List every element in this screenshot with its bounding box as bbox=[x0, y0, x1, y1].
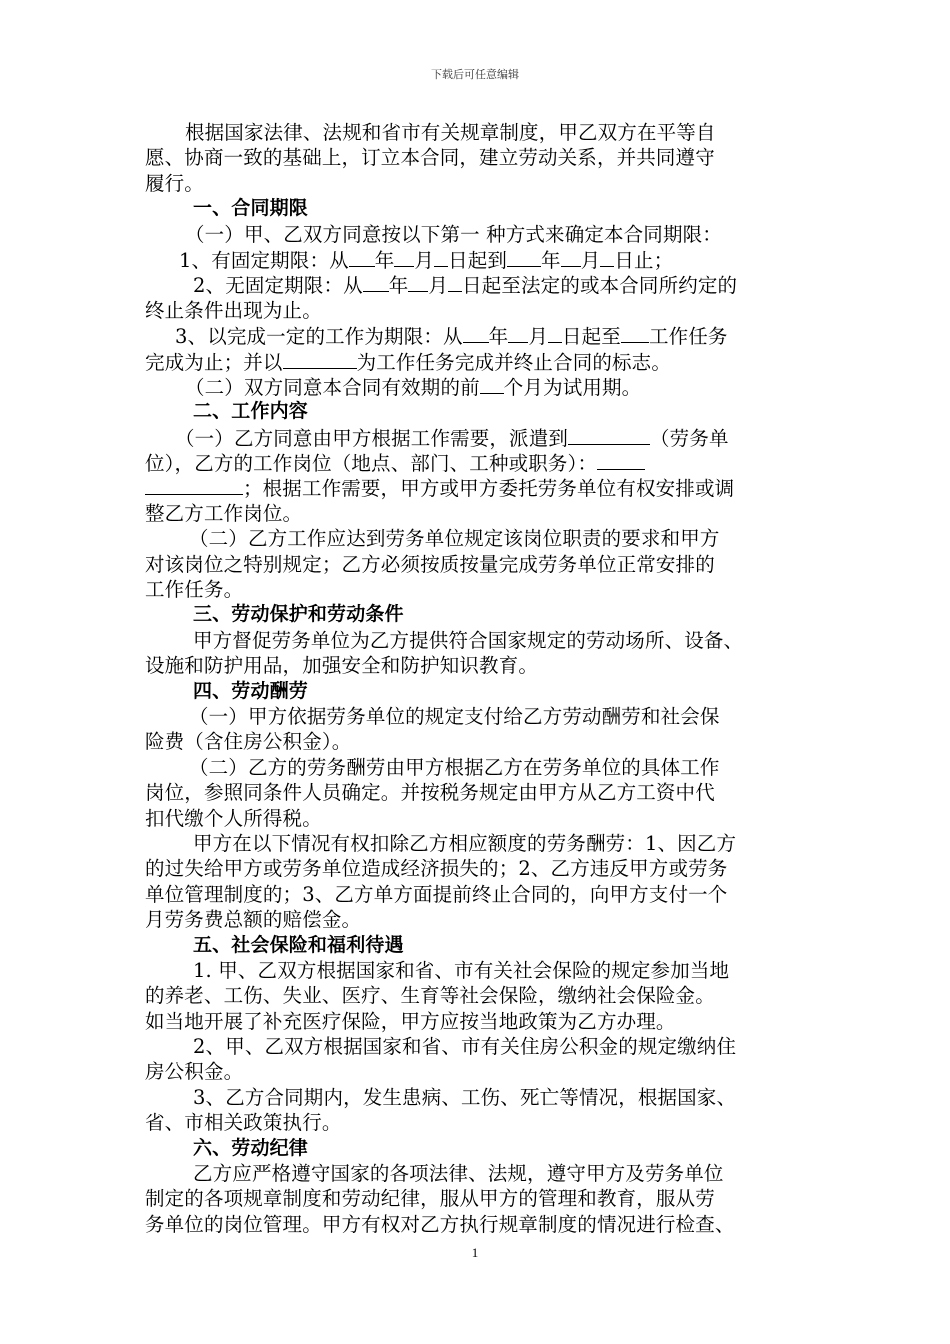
section-heading-insurance: 五、社会保险和福利待遇 bbox=[193, 933, 404, 956]
paragraph-line: 险费（含住房公积金）。 bbox=[145, 730, 352, 754]
paragraph-line: 扣代缴个人所得税。 bbox=[145, 806, 322, 830]
paragraph-line: （一）甲、乙双方同意按以下第一 种方式来确定本合同期限： bbox=[185, 222, 722, 246]
paragraph-line: 甲方在以下情况有权扣除乙方相应额度的劳务酬劳：1、因乙方 bbox=[193, 831, 737, 855]
paragraph-line: 3、乙方合同期内，发生患病、工伤、死亡等情况，根据国家、 bbox=[193, 1085, 737, 1109]
paragraph-line: 愿、协商一致的基础上，订立本合同，建立劳动关系，并共同遵守 bbox=[145, 146, 715, 170]
paragraph-line: 务单位的岗位管理。甲方有权对乙方执行规章制度的情况进行检查、 bbox=[145, 1212, 735, 1236]
paragraph-line: 3、以完成一定的工作为期限：从 年 月 日起至 工作任务 bbox=[175, 325, 728, 349]
paragraph-line: 甲方督促劳务单位为乙方提供符合国家规定的劳动场所、设备、 bbox=[193, 628, 744, 652]
paragraph-line: 制定的各项规章制度和劳动纪律，服从甲方的管理和教育，服从劳 bbox=[145, 1187, 715, 1211]
section-heading-work: 二、工作内容 bbox=[193, 400, 308, 423]
paragraph-line: 对该岗位之特别规定；乙方必须按质按量完成劳务单位正常安排的 bbox=[145, 552, 715, 576]
paragraph-line: 岗位，参照同条件人员确定。并按税务规定由甲方从乙方工资中代 bbox=[145, 781, 715, 805]
paragraph-line: 的过失给甲方或劳务单位造成经济损失的；2、乙方违反甲方或劳务 bbox=[145, 857, 728, 881]
section-heading-protection: 三、劳动保护和劳动条件 bbox=[193, 603, 404, 626]
section-heading-discipline: 六、劳动纪律 bbox=[193, 1136, 308, 1159]
paragraph-line: 位），乙方的工作岗位（地点、部门、工种或职务）： bbox=[145, 450, 810, 475]
paragraph-line: （二）乙方工作应达到劳务单位规定该岗位职责的要求和甲方 bbox=[189, 527, 720, 551]
paragraph-line: 乙方应严格遵守国家的各项法律、法规，遵守甲方及劳务单位 bbox=[193, 1162, 724, 1186]
paragraph-line: 2、甲、乙双方根据国家和省、市有关住房公积金的规定缴纳住 bbox=[193, 1035, 737, 1059]
section-heading-term: 一、合同期限 bbox=[193, 197, 308, 220]
paragraph-line: 完成为止；并以 为工作任务完成并终止合同的标志。 bbox=[145, 350, 671, 374]
paragraph-line: 月劳务费总额的赔偿金。 bbox=[145, 908, 362, 932]
paragraph-line: （二）双方同意本合同有效期的前 个月为试用期。 bbox=[185, 375, 642, 399]
paragraph-line: 1、有固定期限：从 年 月 日起到 年 月 日止； bbox=[179, 248, 674, 272]
paragraph-line: 整乙方工作岗位。 bbox=[145, 501, 303, 525]
section-heading-remuneration: 四、劳动酬劳 bbox=[193, 679, 308, 702]
document-body bbox=[145, 120, 810, 1237]
page-header-note: 下载后可任意编辑 bbox=[431, 68, 519, 81]
paragraph-line: （一）乙方同意由甲方根据工作需要，派遣到 （劳务单 bbox=[175, 426, 729, 450]
paragraph-line: 设施和防护用品，加强安全和防护知识教育。 bbox=[145, 654, 539, 678]
paragraph-line: ；根据工作需要，甲方或甲方委托劳务单位有权安排或调 bbox=[145, 475, 810, 500]
paragraph-line: 如当地开展了补充医疗保险，甲方应按当地政策为乙方办理。 bbox=[145, 1009, 676, 1033]
paragraph-line: 单位管理制度的；3、乙方单方面提前终止合同的，向甲方支付一个 bbox=[145, 882, 728, 906]
paragraph-line: 的养老、工伤、失业、医疗、生育等社会保险，缴纳社会保险金。 bbox=[145, 984, 715, 1008]
paragraph-line: （一）甲方依据劳务单位的规定支付给乙方劳动酬劳和社会保 bbox=[189, 704, 720, 728]
paragraph-line: （二）乙方的劳务酬劳由甲方根据乙方在劳务单位的具体工作 bbox=[189, 755, 720, 779]
paragraph-line: 房公积金。 bbox=[145, 1060, 244, 1084]
paragraph-line: 工作任务。 bbox=[145, 578, 244, 602]
paragraph-line: 根据国家法律、法规和省市有关规章制度，甲乙双方在平等自 bbox=[185, 121, 716, 144]
paragraph-line: 2、无固定期限：从 年 月 日起至法定的或本合同所约定的 bbox=[193, 274, 738, 298]
page-number: 1 bbox=[471, 1245, 479, 1260]
paragraph-line: 省、市相关政策执行。 bbox=[145, 1111, 342, 1135]
paragraph-line: 终止条件出现为止。 bbox=[145, 298, 322, 322]
paragraph-line: 1. 甲、乙双方根据国家和省、市有关社会保险的规定参加当地 bbox=[193, 958, 730, 982]
paragraph-line: 履行。 bbox=[145, 171, 204, 195]
